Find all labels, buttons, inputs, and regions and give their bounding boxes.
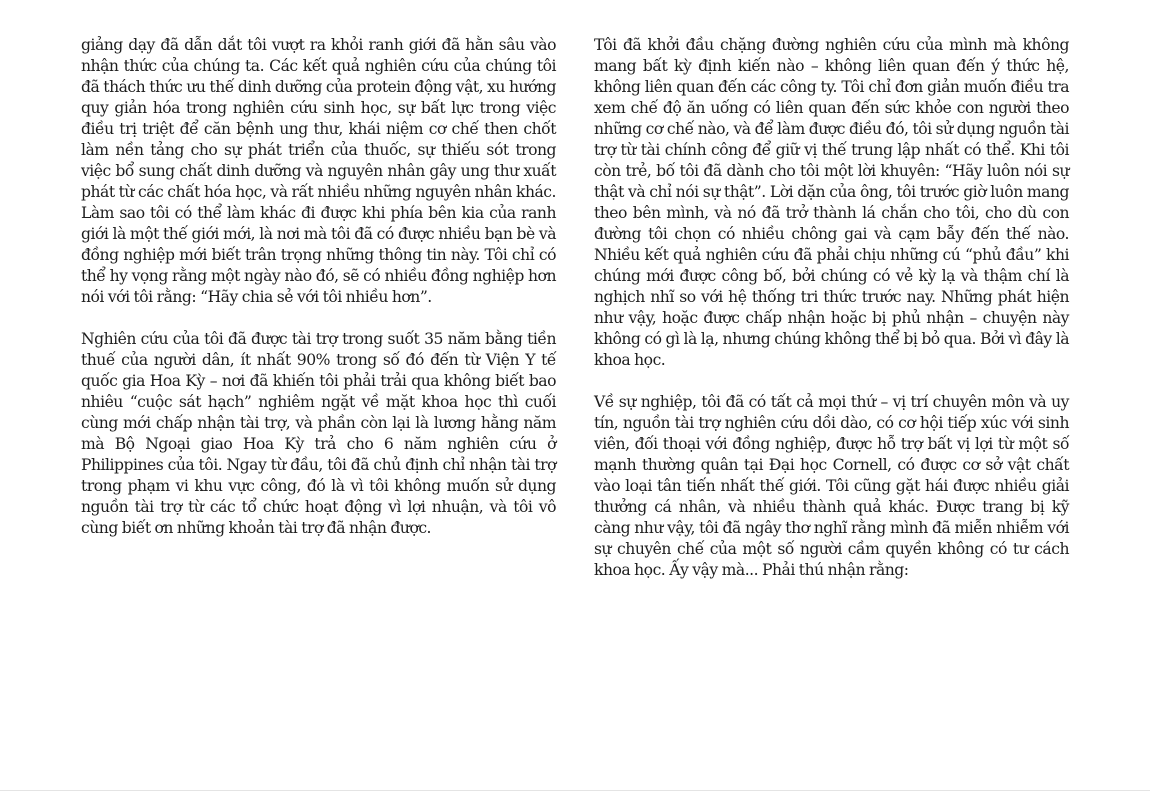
left-paragraph-2: Nghiên cứu của tôi đã được tài trợ trong suốt 35 năm bằng tiền thuế của người dân, ít nhất 90% trong số đó đến từ Viện Y tế quốc gia Hoa Kỳ – nơi đã khiến tôi phải trải qua không biết bao nhiêu “cuộc sát hạch” nghiêm ngặt về mặt khoa học thì cuối cùng mới chấp nhận tài trợ, và phần còn lại là lương hằng năm mà Bộ Ngoại giao Hoa Kỳ trả cho 6 năm nghiên cứu ở Philippines của tôi. Ngay từ đầu, tôi đã chủ định chỉ nhận tài trợ trong phạm vi khu vực công, đó là vì tôi không muốn sử dụng nguồn tài trợ từ các tổ chức hoạt động vì lợi nhuận, và tôi vô cùng biết ơn những khoản tài trợ đã nhận được.	[81, 330, 556, 537]
right-paragraph-2: Về sự nghiệp, tôi đã có tất cả mọi thứ – vị trí chuyên môn và uy tín, nguồn tài trợ nghiên cứu dồi dào, có cơ hội tiếp xúc với sinh viên, đối thoại với đồng nghiệp, được hỗ trợ bất vị lợi từ một số mạnh thường quân tại Đại học Cornell, có được cơ sở vật chất vào loại tân tiến nhất thế giới. Tôi cũng gặt hái được nhiều giải thưởng cá nhân, và nhiều thành quả khác. Được trang bị kỹ càng như vậy, tôi đã ngây thơ nghĩ rằng mình đã miễn nhiễm với sự chuyên chế của một số người cầm quyền không có tư cách khoa học. Ấy vậy mà... Phải thú nhận rằng:	[594, 393, 1069, 579]
left-paragraph-1: giảng dạy đã dẫn dắt tôi vượt ra khỏi ranh giới đã hằn sâu vào nhận thức của chúng ta. Các kết quả nghiên cứu của chúng tôi đã thách thức ưu thế dinh dưỡng của protein động vật, xu hướng quy giản hóa trong nghiên cứu sinh học, sự bất lực trong việc điều trị triệt để căn bệnh ung thư, khái niệm cơ chế then chốt làm nền tảng cho sự phát triển của thuốc, sự thiếu sót trong việc bổ sung chất dinh dưỡng và nguyên nhân gây ung thư xuất phát từ các chất hóa học, và rất nhiều những nguyên nhân khác. Làm sao tôi có thể làm khác đi được khi phía bên kia của ranh giới là một thế giới mới, là nơi mà tôi đã có được nhiều bạn bè và đồng nghiệp mới biết trân trọng những thông tin này. Tôi chỉ có thể hy vọng rằng một ngày nào đó, sẽ có nhiều đồng nghiệp hơn nói với tôi rằng: “Hãy chia sẻ với tôi nhiều hơn”.	[81, 36, 556, 306]
left-page-text-column	[81, 35, 556, 539]
right-page-text-column	[594, 35, 1069, 581]
right-paragraph-1: Tôi đã khởi đầu chặng đường nghiên cứu của mình mà không mang bất kỳ định kiến nào – không liên quan đến ý thức hệ, không liên quan đến các công ty. Tôi chỉ đơn giản muốn điều tra xem chế độ ăn uống có liên quan đến sức khỏe con người theo những cơ chế nào, và để làm được điều đó, tôi sử dụng nguồn tài trợ từ tài chính công để giữ vị thế trung lập nhất có thể. Khi tôi còn trẻ, bố tôi đã dành cho tôi một lời khuyên: “Hãy luôn nói sự thật và chỉ nói sự thật”. Lời dặn của ông, tôi trước giờ luôn mang theo bên mình, và nó đã trở thành lá chắn cho tôi, cho dù con đường tôi chọn có nhiều chông gai và cạm bẫy đến thế nào. Nhiều kết quả nghiên cứu đã phải chịu những cú “phủ đầu” khi chúng mới được công bố, bởi chúng có vẻ kỳ lạ và thậm chí là nghịch nhĩ so với hệ thống tri thức trước nay. Những phát hiện như vậy, hoặc được chấp nhận hoặc bị phủ nhận – chuyện này không có gì là lạ, nhưng chúng không thể bị bỏ qua. Bởi vì đây là khoa học.	[594, 36, 1069, 369]
